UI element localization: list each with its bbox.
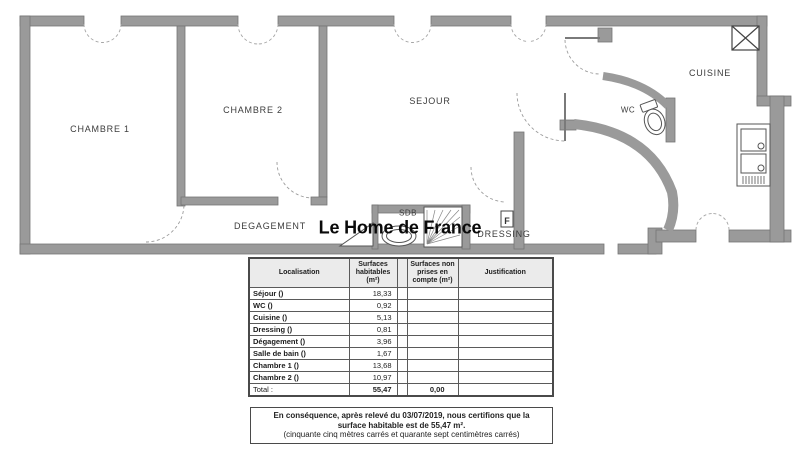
cell-non [407,288,458,300]
cell-non [407,300,458,312]
cell-loc: Dégagement () [249,336,349,348]
header-surfaces-habitables: Surfaces habitables (m²) [349,258,397,288]
room-label-sdb: SDB [399,208,417,218]
cell-gap [397,360,407,372]
cell-jus [458,384,553,397]
header-surfaces-non-prises: Surfaces non prises en compte (m²) [407,258,458,288]
cell-hab: 0,92 [349,300,397,312]
cell-loc: Séjour () [249,288,349,300]
table-row [249,288,553,300]
cell-jus [458,300,553,312]
cell-loc: Chambre 1 () [249,360,349,372]
brand-title: Le Home de France [318,217,482,238]
room-label-cuisine: CUISINE [688,68,732,78]
radiator-icon [501,211,513,227]
cell-non: 0,00 [407,384,458,397]
cell-non [407,324,458,336]
cell-gap [397,384,407,397]
cell-gap [397,348,407,360]
cell-gap [397,288,407,300]
cell-hab: 55,47 [349,384,397,397]
certification-box [250,407,553,444]
cell-non [407,348,458,360]
table-header-row [249,258,553,288]
cell-non [407,372,458,384]
cell-jus [458,336,553,348]
table-row [249,324,553,336]
cell-gap [397,300,407,312]
curved-walls [574,76,673,230]
room-label-dressing: DRESSING [477,229,531,239]
room-label-chambre1: CHAMBRE 1 [70,124,130,134]
cell-jus [458,348,553,360]
room-label-degagement: DEGAGEMENT [233,221,307,231]
cell-loc: WC () [249,300,349,312]
header-justification: Justification [458,258,553,288]
header-gap [397,258,407,288]
cell-jus [458,288,553,300]
cell-jus [458,312,553,324]
radiator-label: F [504,216,510,226]
certification-line-1: En conséquence, après relevé du 03/07/2019, nous certifions que la [273,411,530,420]
cell-hab: 5,13 [349,312,397,324]
cell-hab: 18,33 [349,288,397,300]
cell-non [407,312,458,324]
table-row [249,360,553,372]
cell-hab: 0,81 [349,324,397,336]
room-label-chambre2: CHAMBRE 2 [223,105,283,115]
cell-loc: Salle de bain () [249,348,349,360]
surface-table [248,257,554,397]
cell-non [407,336,458,348]
table-row [249,312,553,324]
cell-gap [397,324,407,336]
duct-icon [732,26,759,50]
cell-loc: Total : [249,384,349,397]
room-label-sejour: SEJOUR [409,96,451,106]
kitchen-sink-icon [737,124,770,186]
cell-jus [458,324,553,336]
table-row [249,300,553,312]
certification-line-2: surface habitable est de 55,47 m². [337,420,466,430]
cell-jus [458,372,553,384]
table-row [249,348,553,360]
cell-gap [397,336,407,348]
cell-loc: Cuisine () [249,312,349,324]
surface-table-rows [249,288,553,397]
cell-gap [397,312,407,324]
cell-jus [458,360,553,372]
cell-hab: 13,68 [349,360,397,372]
cell-hab: 3,96 [349,336,397,348]
cell-hab: 10,97 [349,372,397,384]
table-total-row [249,384,553,397]
header-localisation: Localisation [249,258,349,288]
cell-loc: Chambre 2 () [249,372,349,384]
table-row [249,372,553,384]
cell-non [407,360,458,372]
certification-line-3: (cinquante cinq mètres carrés et quarante sept centimètres carrés) [283,430,520,439]
cell-loc: Dressing () [249,324,349,336]
cell-hab: 1,67 [349,348,397,360]
cell-gap [397,372,407,384]
table-row [249,336,553,348]
room-label-wc: WC [620,105,636,115]
